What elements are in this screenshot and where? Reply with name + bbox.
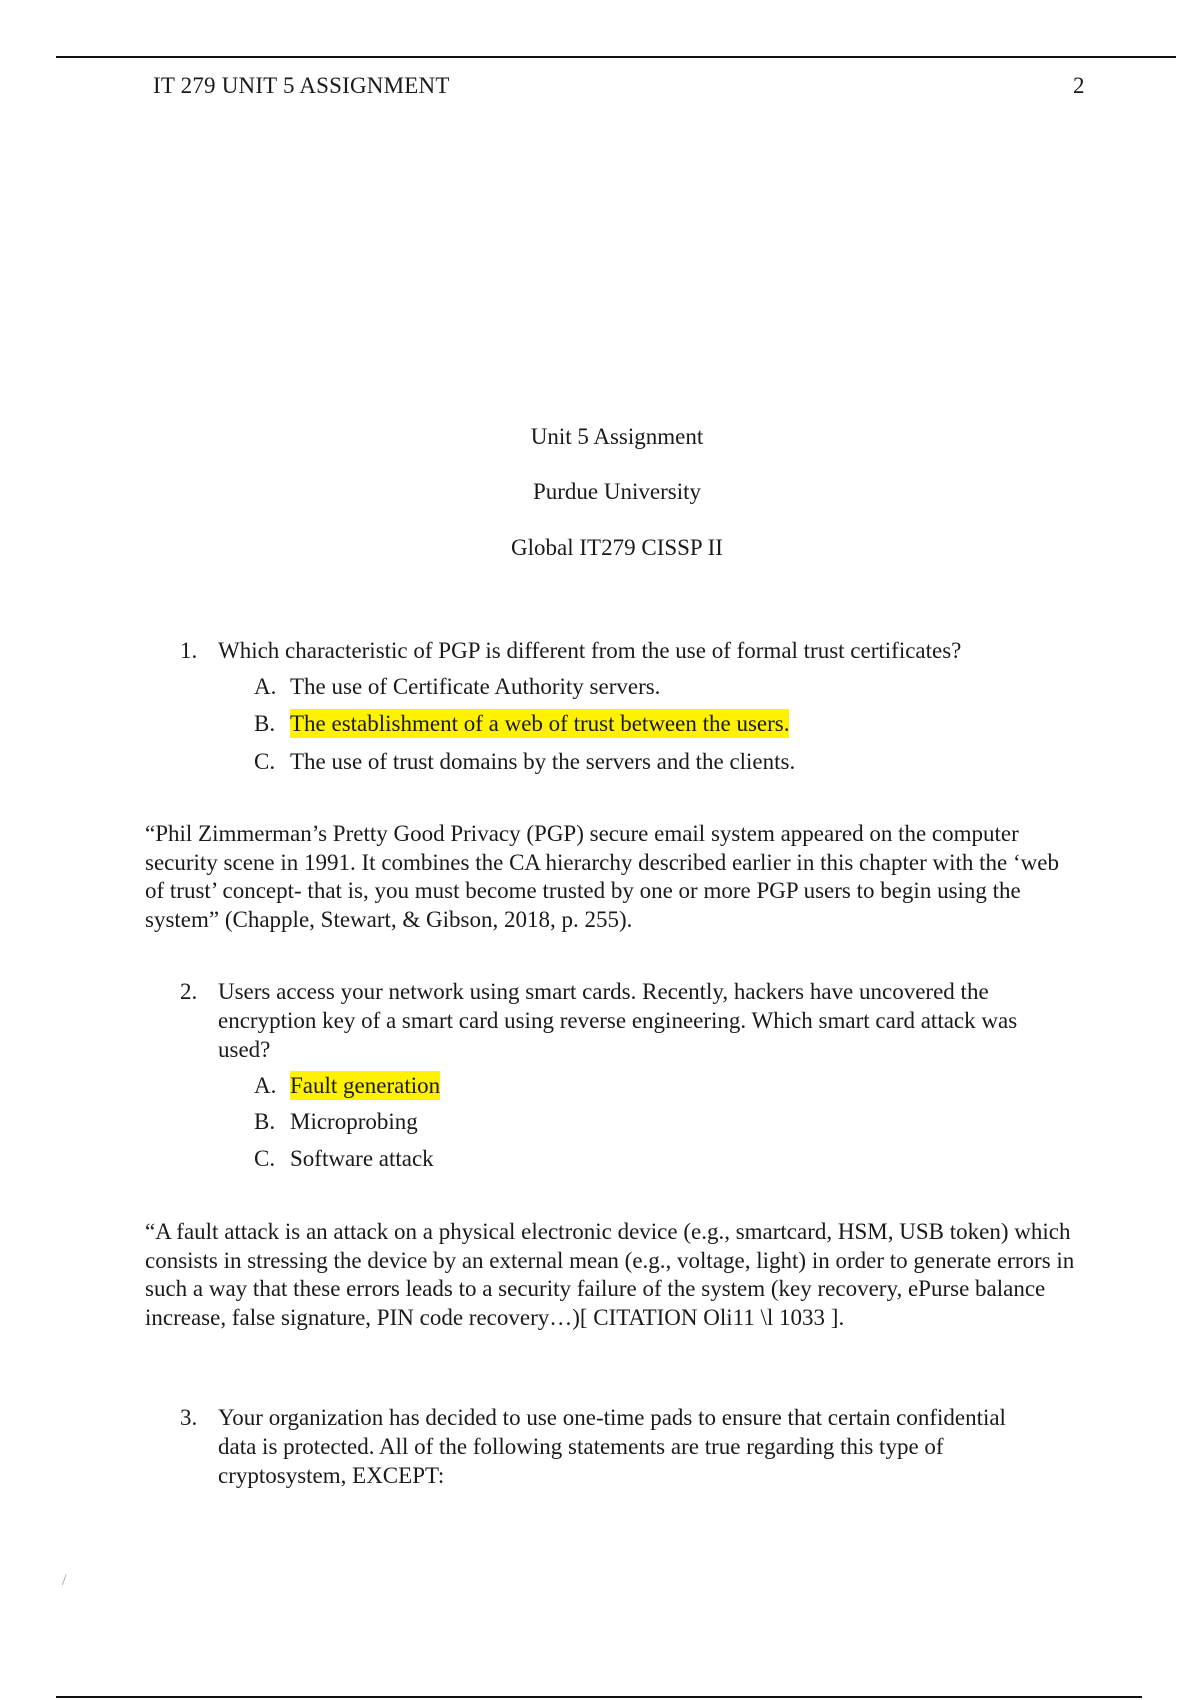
institution: Purdue University	[532, 479, 701, 504]
running-head: IT 279 UNIT 5 ASSIGNMENT	[153, 73, 450, 98]
question-number: 1.	[180, 638, 198, 663]
question-number: 2.	[180, 979, 198, 1004]
option-letter: B.	[254, 711, 276, 736]
option-text: The use of trust domains by the servers and the clients.	[290, 749, 796, 774]
question-2-explanation: “A fault attack is an attack on a physical electronic device (e.g., smartcard, HSM, USB token) which consists in stressing the device by an external mean (e.g., voltage, light) in order to generate errors in such a way that these errors leads to a security failure of the system (key recovery, ePurse balance increase, false signature, PIN code recovery…)[ CITATION Oli11 \l 1033 ].	[145, 1219, 1075, 1330]
question-number: 3.	[180, 1405, 198, 1430]
option-text-highlighted-answer: Fault generation	[290, 1073, 441, 1098]
option-letter: C.	[254, 1146, 276, 1171]
option-letter: B.	[254, 1109, 276, 1134]
option-letter: A.	[254, 1073, 277, 1098]
option-text-highlighted-answer: The establishment of a web of trust between the users.	[290, 711, 790, 736]
paper-title: Unit 5 Assignment	[530, 424, 704, 449]
footer-rule	[56, 1696, 1142, 1698]
option-text: Microprobing	[290, 1109, 418, 1134]
option-text: Software attack	[290, 1146, 434, 1171]
stray-mark: /	[62, 1572, 67, 1589]
question-1-explanation: “Phil Zimmerman’s Pretty Good Privacy (PGP) secure email system appeared on the computer security scene in 1991. It combines the CA hierarchy described earlier in this chapter with the ‘web of trust’ concept- that is, you must become trusted by one or more PGP users to begin using the system” (Chapple, Stewart, & Gibson, 2018, p. 255).	[145, 821, 1059, 932]
question-text: Users access your network using smart cards. Recently, hackers have uncovered the encryption key of a smart card using reverse engineering. Which smart card attack was used?	[218, 979, 1018, 1062]
option-letter: A.	[254, 674, 277, 699]
page-number: 2	[1073, 73, 1085, 98]
question-text: Your organization has decided to use one-time pads to ensure that certain confidential data is protected. All of the following statements are true regarding this type of cryptosystem, EXCEPT:	[218, 1405, 1006, 1488]
option-text: The use of Certificate Authority servers.	[290, 674, 661, 699]
header-rule	[56, 56, 1176, 58]
course-name: Global IT279 CISSP II	[511, 535, 723, 560]
question-text: Which characteristic of PGP is different from the use of formal trust certificates?	[218, 638, 962, 663]
option-letter: C.	[254, 749, 276, 774]
